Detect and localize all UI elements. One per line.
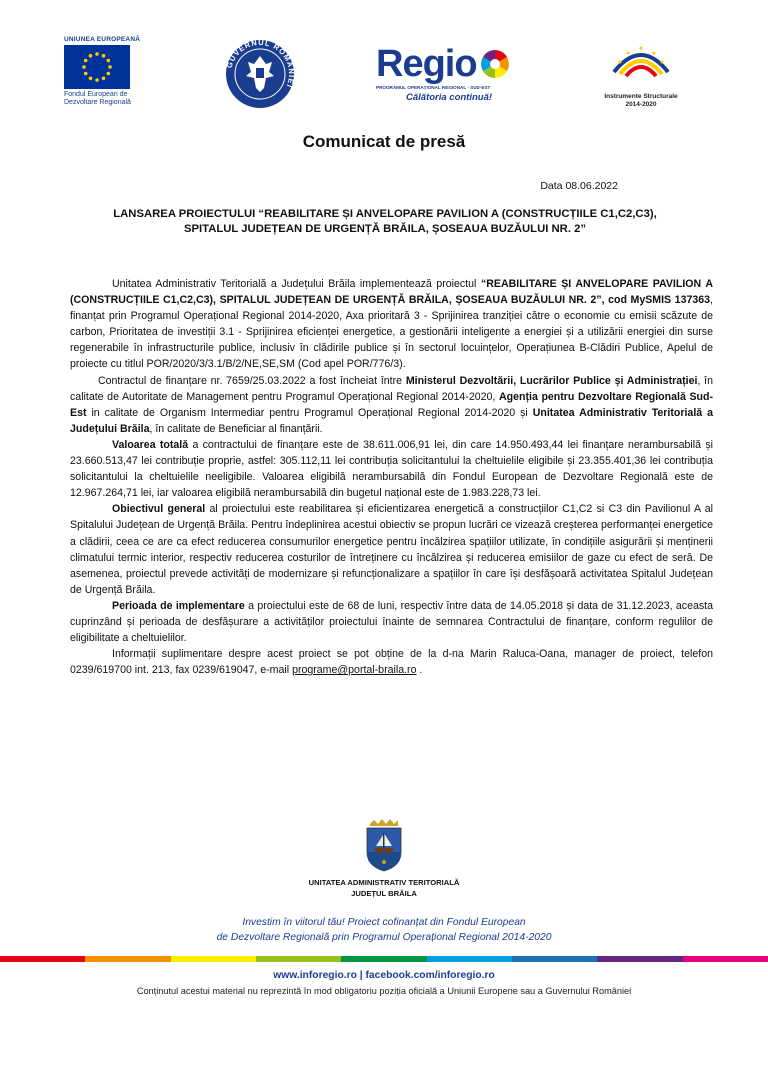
rainbow-segment: [341, 956, 426, 962]
p5-heading: Perioada de implementare: [112, 599, 245, 612]
paragraph-contract: [70, 373, 713, 437]
p3-text: a contractului de finanțare este de 38.611.006,91 lei, din care 14.950.493,44 lei finanțare nerambursabilă și 23.660.513,47 lei contribuție proprie, astfel: 305.112,11 lei contribuția solicitantului la cheltuielile eligibile și 23.355.401,36 lei contribuția solicitantului la cheltuielile neeligibile. Valoarea eligibilă nerambursabilă din Fondul European de Dezvoltare Regională este de 12.967.264,71 lei, iar valoarea eligibilă nerambursabilă din bugetul național este de 1.983.228,73 lei.: [70, 438, 713, 500]
contact-email-link[interactable]: programe@portal-braila.ro: [292, 664, 417, 677]
structural-instruments-icon: [606, 42, 676, 88]
uat-line1: UNITATEA ADMINISTRATIV TERITORIALĂ: [308, 878, 460, 887]
p4-text: al proiectului este reabilitarea și eficientizarea energetică a construcțiilor C1,C2 si C3 din Pavilionul A al Spitalului Județean de Urgență Brăila. Pentru îndeplinirea acestui obiectiv se propun lucrări ce vizează creșterea performanței energetice a clădirii, ceea ce are ca efect reducerea consumurilor energetice pentru încălzirea spațiilor utilizate, în condițiile asigurării și menținerii climatului termic interior, respectiv reducerea costurilor de întreținere cu încălzirea și reducerea emisiilor de gaze cu efect de seră. De asemenea, proiectul prevede activități de modernizare și refuncționalizare a spațiilor în care își desfășoară activitatea Spitalul Județean de Urgență Brăila.: [70, 503, 714, 596]
uat-signature-block: [0, 878, 768, 899]
press-release-headline: [60, 207, 710, 237]
regio-logo: [376, 44, 526, 110]
regio-tagline: Călătoria continuă!: [406, 92, 493, 103]
paragraph-general-objective: [70, 501, 713, 598]
rainbow-segment: [171, 956, 256, 962]
footer-disclaimer: Conținutul acestui material nu reprezintă în mod obligatoriu poziția oficială a Uniunii Europene sau a Guvernului României: [136, 986, 632, 996]
paragraph-implementation-period: [70, 598, 713, 646]
p2-text-4: , în calitate de Beneficiar al finanțării.: [149, 422, 323, 435]
p2-ministry: Ministerul Dezvoltării, Lucrărilor Publice și Administrației: [405, 374, 698, 387]
p2-text-3: in calitate de Organism Intermediar pentru Programul Operațional Regional 2014-2020 și: [86, 406, 533, 419]
is-caption-line1: Instrumente Structurale: [604, 93, 678, 100]
headline-line1: LANSAREA PROIECTULUI “REABILITARE ȘI ANVELOPARE PAVILION A (CONSTRUCȚIILE C1,C2,C3),: [113, 208, 657, 220]
rainbow-segment: [256, 956, 341, 962]
eu-caption-line2: Dezvoltare Regională: [64, 99, 131, 106]
slogan-line1: Investim în viitorul tău! Proiect cofinanțat din Fondul European: [242, 917, 526, 928]
svg-text:GUVERNUL ROMÂNIEI: GUVERNUL ROMÂNIEI: [224, 38, 296, 90]
rainbow-segment: [427, 956, 512, 962]
uat-line2: JUDEȚUL BRĂILA: [351, 888, 417, 898]
p1-project-name: “REABILITARE ȘI ANVELOPARE PAVILION A (CONSTRUCȚIILE C1,C2,C3), SPITALUL JUDEȚEAN DE URGENȚĂ BRĂILA, ȘOSEAUA BUZĂULUI NR. 2”, cod MySMIS 137363: [70, 278, 713, 307]
rainbow-segment: [0, 956, 85, 962]
p4-heading: Obiectivul general: [112, 503, 206, 516]
regio-subline: PROGRAMUL OPERAȚIONAL REGIONAL · SUD-EST: [376, 85, 491, 90]
structural-instruments-logo: [594, 42, 688, 114]
regio-color-wheel-icon: [480, 49, 510, 79]
rainbow-segment: [597, 956, 682, 962]
eu-caption-line1: Fondul European de: [64, 91, 128, 98]
eu-logo-top-caption: UNIUNEA EUROPEANĂ: [64, 36, 141, 43]
p6-text-1: Informații suplimentare despre acest proiect se pot obține de la d-na Marin Raluca-Oana, manager de proiect, telefon 0239/619700 int. 213, fax 0239/619047, e-mail: [70, 648, 713, 677]
press-release-body: [70, 276, 713, 678]
eu-logo: [64, 36, 174, 116]
headline-line2: SPITALUL JUDEȚEAN DE URGENȚĂ BRĂILA, ȘOSEAUA BUZĂULUI NR. 2”: [183, 223, 587, 235]
is-caption-line2: 2014-2020: [625, 101, 657, 108]
p1-text-1: Unitatea Administrativ Teritorială a Județului Brăila implementează proiectul: [112, 278, 481, 290]
rainbow-segment: [85, 956, 170, 962]
government-seal-icon: [224, 38, 296, 110]
romanian-government-logo: [224, 38, 296, 110]
braila-coat-of-arms: [364, 818, 404, 872]
p6-text-2: .: [416, 664, 423, 677]
funding-slogan: [0, 916, 768, 945]
regio-wordmark: Regio: [376, 43, 477, 85]
p2-text-2: , în calitate de Autoritate de Management pentru Programul Operațional Regional 2014-2020,: [70, 374, 713, 403]
structural-instruments-caption: [594, 93, 688, 109]
coat-of-arms-icon: [364, 818, 404, 872]
p2-text-1: Contractul de finanțare nr. 7659/25.03.2022 a fost încheiat între: [98, 374, 406, 387]
slogan-line2: de Dezvoltare Regională prin Programul Operațional Regional 2014-2020: [216, 931, 552, 943]
paragraph-project-intro: [70, 276, 713, 373]
rainbow-segment: [683, 956, 768, 962]
p3-heading: Valoarea totală: [112, 438, 189, 451]
paragraph-contact-info: [70, 646, 713, 678]
document-date: Data 08.06.2022: [540, 180, 618, 192]
p2-beneficiary: Unitatea Administrativ Teritorială a Județului Brăila: [70, 406, 713, 435]
eu-flag-icon: [64, 45, 130, 89]
p1-text-2: , finanțat prin Programul Operațional Regional 2014-2020, Axa prioritară 3 - Sprijinirea tranziției către o economie cu emisii scăzute de carbon, Prioritatea de investiții 3.1 - Sprijinirea eficienței energetice, a gestionării inteligente a energiei și a utilizării energiei din surse regenerabile în infrastructurile publice, inclusiv în clădirile publice și în sectorul locuințelor, Operațiunea B-Clădiri Publice, Apelul de proiecte cu titlul POR/2020/3/3.1/B/2/NE,SE,SM (Cod apel POR/776/3).: [70, 294, 713, 371]
eu-logo-bottom-caption: [64, 91, 174, 107]
page-title: Comunicat de presă: [302, 132, 466, 151]
footer-links[interactable]: www.inforegio.ro | facebook.com/inforegio.ro: [273, 970, 495, 981]
p2-agency: Agenția pentru Dezvoltare Regională Sud-Est: [70, 390, 713, 419]
paragraph-total-value: [70, 437, 713, 501]
rainbow-segment: [512, 956, 597, 962]
p5-text: a proiectului este de 68 de luni, respectiv între data de 14.05.2018 și data de 31.12.2023, aceasta cuprinzând și perioada de desfășurare a activităților proiectului înainte de semnarea Contractului de finanțare, conform regulilor de eligibilitate a cheltuielilor.: [70, 599, 714, 645]
rainbow-divider: [0, 956, 768, 962]
